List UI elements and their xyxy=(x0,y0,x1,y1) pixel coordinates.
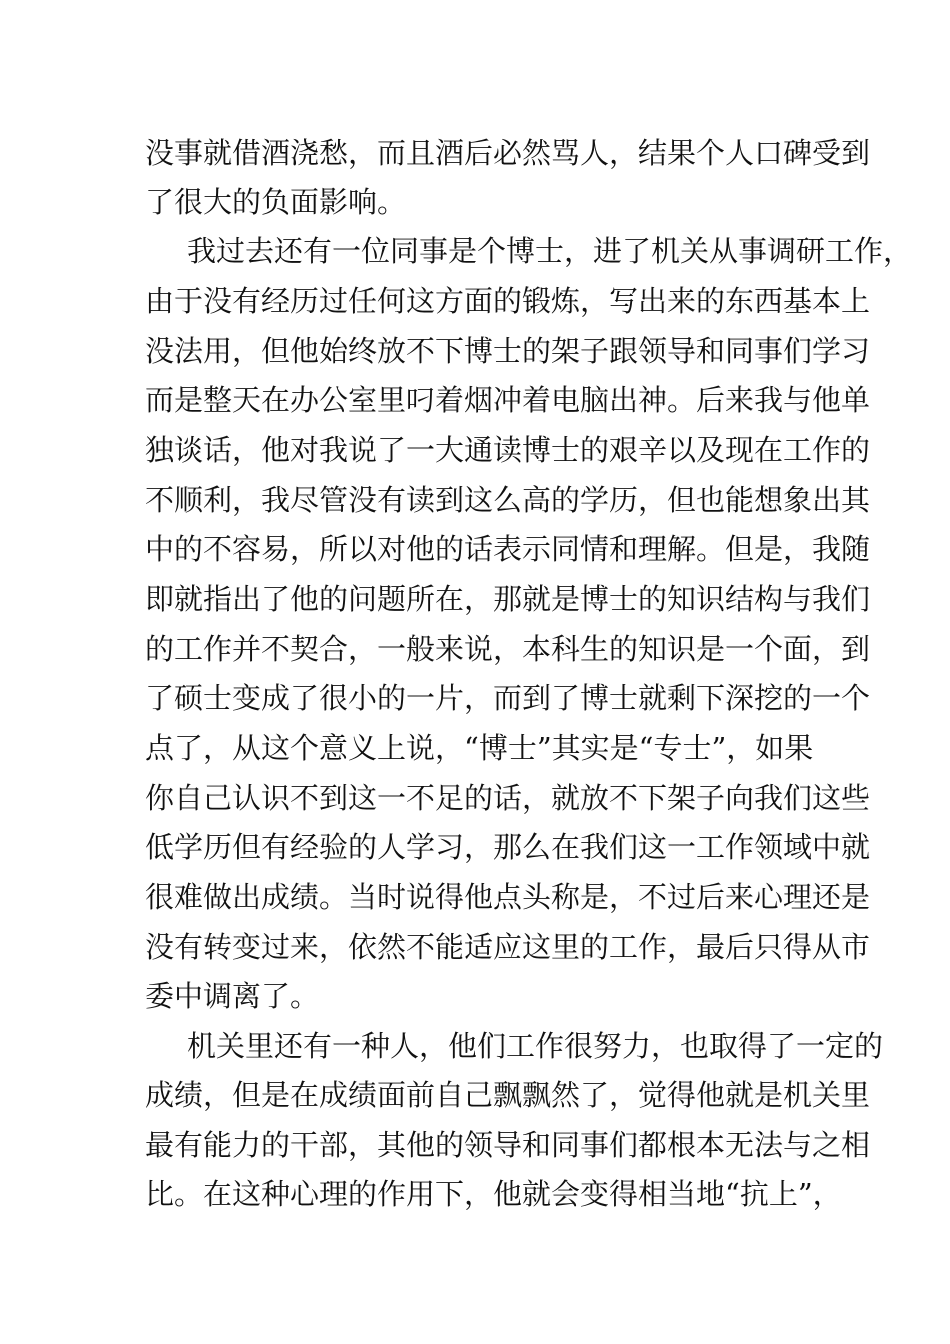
text-line: 而是整天在办公室里叼着烟冲着电脑出神。后来我与他单 xyxy=(145,383,871,417)
text-line: 不顺利，我尽管没有读到这么高的学历，但也能想象出其 xyxy=(145,483,871,517)
text-line: 由于没有经历过任何这方面的锻炼，写出来的东西基本上 xyxy=(145,284,871,318)
text-line: 了硕士变成了很小的一片，而到了博士就剩下深挖的一个 xyxy=(145,681,871,715)
paragraph-start-line: 机关里还有一种人，他们工作很努力，也取得了一定的 xyxy=(187,1029,884,1063)
text-line: 很难做出成绩。当时说得他点头称是，不过后来心理还是 xyxy=(145,880,871,914)
text-line: 独谈话，他对我说了一大通读博士的艰辛以及现在工作的 xyxy=(145,433,871,467)
text-line: 成绩，但是在成绩面前自己飘飘然了，觉得他就是机关里 xyxy=(145,1078,871,1112)
text-line: 最有能力的干部，其他的领导和同事们都根本无法与之相 xyxy=(145,1128,871,1162)
text-line: 委中调离了。 xyxy=(145,979,320,1013)
text-line: 了很大的负面影响。 xyxy=(145,185,407,219)
text-line: 没事就借酒浇愁，而且酒后必然骂人，结果个人口碑受到 xyxy=(145,136,871,170)
text-line: 中的不容易，所以对他的话表示同情和理解。但是，我随 xyxy=(145,532,871,566)
text-line: 即就指出了他的问题所在，那就是博士的知识结构与我们 xyxy=(145,582,871,616)
text-line: 比。在这种心理的作用下，他就会变得相当地“抗上”， xyxy=(145,1177,842,1211)
text-line: 点了，从这个意义上说，“博士”其实是“专士”，如果 xyxy=(145,731,814,765)
text-line: 没有转变过来，依然不能适应这里的工作，最后只得从市 xyxy=(145,930,871,964)
text-line: 低学历但有经验的人学习，那么在我们这一工作领域中就 xyxy=(145,830,871,864)
paragraph-start-line: 我过去还有一位同事是个博士，进了机关从事调研工作， xyxy=(187,234,913,268)
text-line: 没法用，但他始终放不下博士的架子跟领导和同事们学习 xyxy=(145,334,871,368)
text-line: 的工作并不契合，一般来说，本科生的知识是一个面，到 xyxy=(145,632,871,666)
text-line: 你自己认识不到这一不足的话，就放不下架子向我们这些 xyxy=(145,781,871,815)
